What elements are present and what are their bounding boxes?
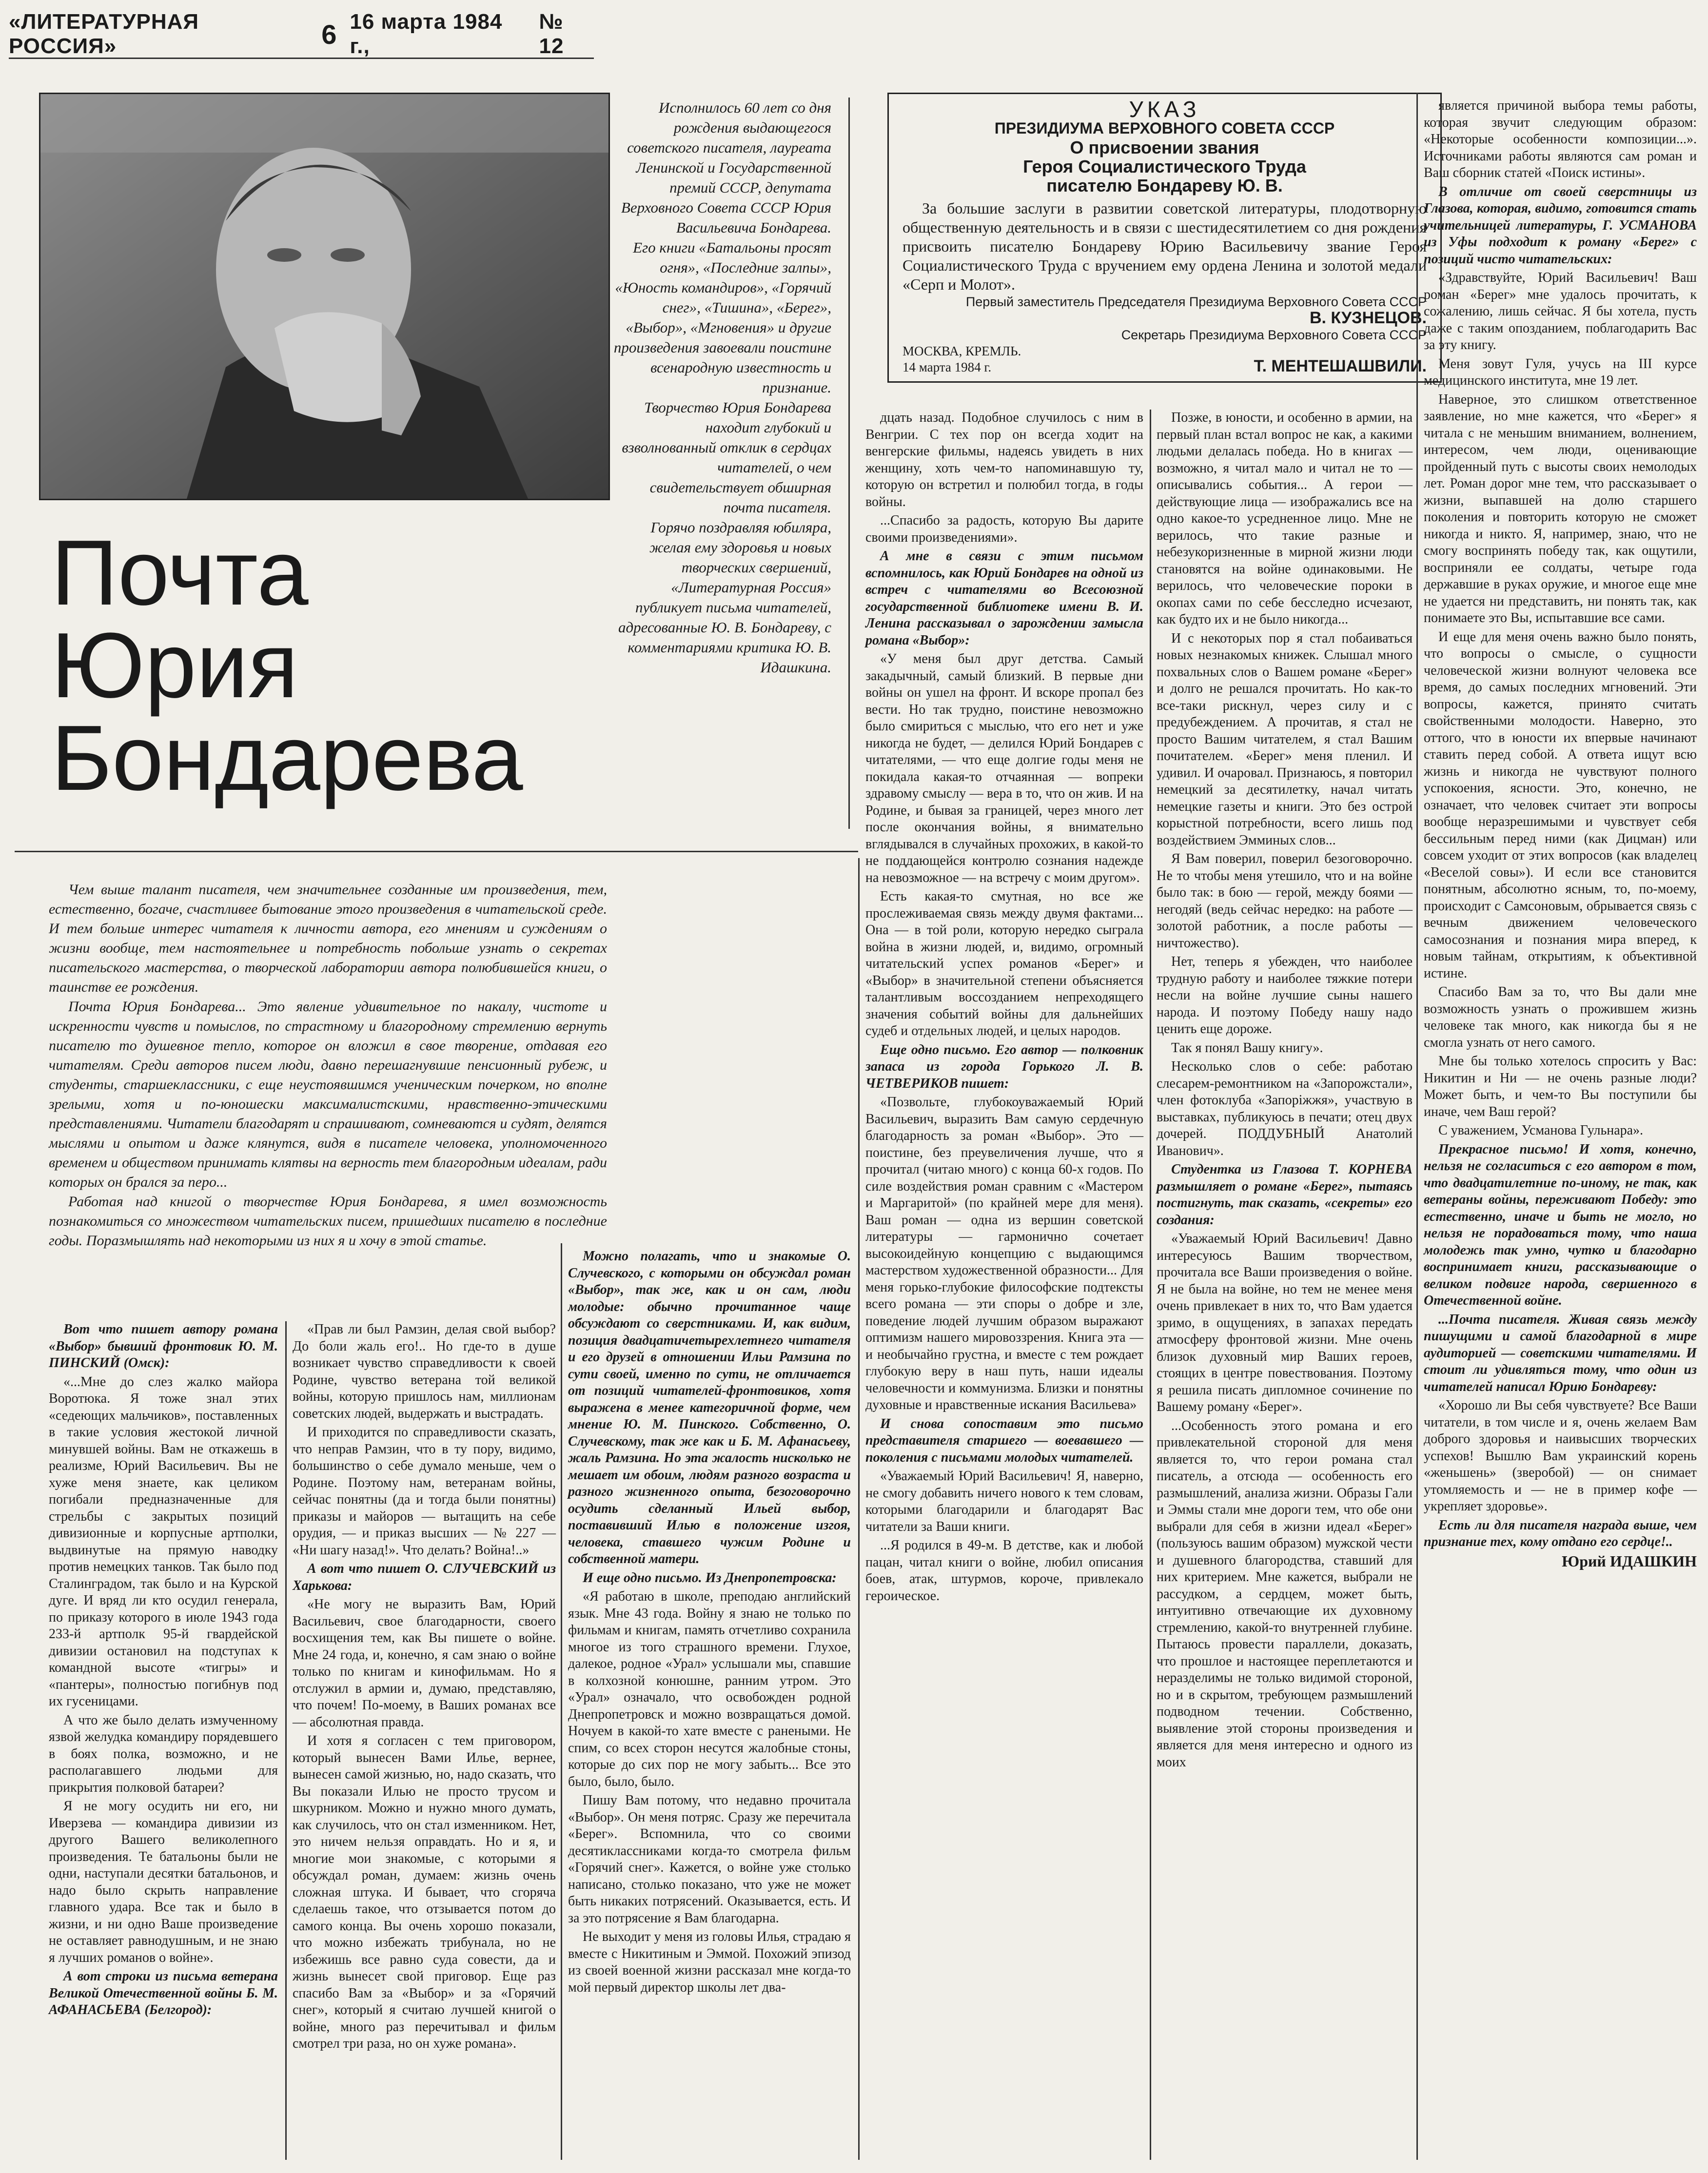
decree-signature-name: Т. МЕНТЕШАШВИЛИ. — [1254, 357, 1427, 375]
letter-paragraph: является причиной выбора темы работы, которая звучит следующим образом: «Некоторые особенности композиции...». Источниками работы являются сам роман и Ваш сборник статей «Поиск истины». — [1424, 98, 1697, 180]
critic-comment: Студентка из Глазова Т. КОРНЕВА размышляет о романе «Берег», пытаясь постигнуть, так сказать, «секреты» его создания: — [1157, 1162, 1413, 1228]
letter-paragraph: «Уважаемый Юрий Васильевич! Давно интересуюсь Вашим творчеством, прочитала все Ваши произведения о войне. Я не была на войне, но тем не менее меня очень привлекает в них то, что Вам удается зримо, в ощущениях, в запахах передать атмосферу фронтовой жизни. Мне очень близок духовный мир Ваших героев, стоящих в центре повествования. Поэтому я решила писать дипломное сочинение по Вашему роману «Берег». — [1157, 1231, 1413, 1414]
intro-paragraph: Его книги «Батальоны просят огня», «Последние залпы», «Юность командиров», «Горячий снег», «Тишина», «Берег», «Выбор», «Мгновения» и другие произведения завоевали поистине всенародную известность и признание. — [613, 239, 831, 396]
column-rule — [1416, 93, 1418, 2160]
decree-date: 14 марта 1984 г. — [903, 360, 992, 374]
decree-body: За большие заслуги в развитии советской литературы, плодотворную общественную деятельность и в связи с шестидесятилетием со дня рождения присвоить писателю Бондареву Юрию Васильевичу звание Героя Социалистического Труда с вручением ему ордена Ленина и золотой медали «Серп и Молот». — [903, 199, 1427, 293]
letter-paragraph: дцать назад. Подобное случилось с ним в Венгрии. С тех пор он всегда ходит на венгерские фильмы, надеясь увидеть в них женщину, хоть чем-то напоминавшую ту, которую он встретил и полюбил тогда, в годы войны. — [865, 410, 1143, 509]
critic-comment: В отличие от своей сверстницы из Глазова, которая, видимо, готовится стать учительницей литературы, Г. УСМАНОВА из Уфы подходит к роману «Берег» с позиций чисто читательских: — [1424, 184, 1697, 267]
intro-note — [612, 98, 831, 677]
column-5 — [1157, 410, 1413, 1773]
issue-number: № 12 — [539, 10, 564, 58]
decree-signature-role: Секретарь Президиума Верховного Совета СССР — [1121, 328, 1427, 342]
decree-signature-name: В. КУЗНЕЦОВ. — [1309, 309, 1427, 327]
letter-paragraph: «Здравствуйте, Юрий Васильевич! Ваш роман «Берег» мне удалось прочитать, к сожалению, лишь сейчас. Я бы хотела, пусть даже с таким опозданием, поблагодарить Вас за эту книгу. — [1424, 270, 1697, 352]
letter-paragraph: Я Вам поверил, поверил безоговорочно. Не то чтобы меня утешило, что и на войне было так: в бою — герой, между боями — негодяй (ведь сейчас нередко: на работе — золотой работник, а после работы — ничтожество). — [1157, 851, 1413, 951]
headline — [51, 521, 617, 810]
decree-subtitle: ПРЕЗИДИУМА ВЕРХОВНОГО СОВЕТА СССР — [994, 119, 1335, 137]
author-photo — [39, 93, 610, 500]
column-rule — [1150, 410, 1151, 2160]
lead-paragraph: Чем выше талант писателя, чем значительнее созданные им произведения, тем, естественно, богаче, счастливее бытование этого произведения в читательской среде. И тем больше интерес читателя к личности автора, его мнениям и суждениям о жизни вообще, тем настоятельнее и потребность побольше узнать о секретах писательского мастерства, о творческой лаборатории автора полюбившейся книги, о таинстве ее рождения. — [49, 881, 607, 995]
column-4 — [865, 410, 1143, 1606]
letter-paragraph: «Уважаемый Юрий Васильевич! Я, наверно, не смогу добавить ничего нового к тем словам, которыми благодарили и благодарят Вас читатели за Ваши книги. — [865, 1468, 1143, 1534]
letter-paragraph: Есть какая-то смутная, но все же прослеживаемая связь между двумя фактами... Она — в той роли, которую нередко сыграла война в жизни людей, и, видимо, огромный читательский успех романов «Берег» и «Выбор» в значительной степени объясняется талантливым воссозданием непреходящего значения событий войны для дальнейших судеб и отдельных людей, и целых народов. — [865, 889, 1143, 1038]
column-rule — [285, 1321, 287, 2160]
column-2 — [293, 1321, 556, 2055]
letter-paragraph: ...Особенность этого романа и его привлекательной стороной для меня является то, что герои романа стал писатель, а отсюда — особенность его размышлений, анализа жизни. Образы Гали и Эммы стали мне дороги тем, что обе они выбрали для себя в жизни идеал «Берег» (пользуюсь вашим образом) мужской чести и душевного благородства, ставший для них критерием. Мне кажется, выбрали не рассудком, а сердцем, может быть, интуитивно отвечающие их духовному стремлению, какой-то внутренней глубине. Пытаюсь провести параллели, доказать, что прошлое и настоящее переплетаются и неразделимы не только видимой стороной, но и в скрытом, требующем размышлений подводном течении. Собственно, выявление этой стороны произведения и является для меня интересно и одного из моих — [1157, 1418, 1413, 1770]
letter-intro: Еще одно письмо. Его автор — полковник запаса из города Горького Л. В. ЧЕТВЕРИКОВ пишет: — [865, 1042, 1143, 1091]
lead-paragraph: Почта Юрия Бондарева... Это явление удивительное по накалу, чистоте и искренности чувств и помыслов, по страстному и благородному стремлению вернуть писателю то душевное тепло, которое он вложил в свое творение, отдавая его читателям. Среди авторов писем люди, давно перешагнувшие пенсионный рубеж, и студенты, старшеклассники, с еще неустоявшимся ученическим почерком, но вполне зрелыми, хотя и по-юношески максималистскими, нравственно-этическими представлениями. Читатели благодарят и спрашивают, сомневаются и судят, делятся мыслями и опытом и даже клянутся, видя в писателе человека, уполномоченного временем и обществом принимать клятвы на верность тем благородным идеалам, ради которых он брался за перо... — [49, 998, 607, 1190]
letter-paragraph: Нет, теперь я убежден, что наиболее трудную работу и наиболее тяжкие потери несли на войне лучшие сыны нашего народа. И поэтому Победу нашу надо ценить еще дороже. — [1157, 954, 1413, 1037]
masthead-rule — [9, 58, 594, 59]
letter-paragraph: Так я понял Вашу книгу». — [1171, 1040, 1323, 1056]
letter-paragraph: Несколько слов о себе: работаю слесарем-ремонтником на «Запорожстали», член фотоклуба «Запорiжжя», участвую в выставках, публикуюсь в печати; отец двух дочерей. ПОДДУБНЫЙ Анатолий Иванович». — [1157, 1059, 1413, 1158]
critic-comment: И снова сопоставим это письмо представителя старшего — воевавшего — поколения с письмами молодых читателей. — [865, 1416, 1143, 1465]
letter-paragraph: ...Спасибо за радость, которую Вы дарите своими произведениями». — [865, 513, 1143, 545]
portrait-illustration — [40, 94, 609, 499]
critic-comment: Есть ли для писателя награда выше, чем признание тех, кому отдано его сердце!.. — [1424, 1517, 1697, 1549]
critic-comment: Можно полагать, что и знакомые О. Случевского, с которыми он обсуждал роман «Выбор», так же, как и он сам, люди молодые: обычно прочитанное чаще обсуждают со сверстниками. И, как видим, позиция двадцатичетырехлетнего читателя и его друзей в отношении Ильи Рамзина по сути своей, именно по сути, не отличается от позиций читателей-фронтовиков, хотя выражена в менее категоричной форме, чем мнение Ю. М. Пинского. Собственно, О. Случевскому, так же как и Б. М. Афанасьеву, жаль Рамзина. Но эта жалость нисколько не мешает им обоим, людям разного возраста и разного жизненного опыта, безоговорочно осудить сделанный Ильей выбор, поставивший Илью в положение изгоя, человека, ставшего чужим Родине и собственной матери. — [568, 1249, 851, 1566]
lead-paragraph: Работая над книгой о творчестве Юрия Бондарева, я имел возможность познакомиться со множеством читательских писем, пришедших писателю в последние годы. Поразмышлять над некоторыми из них я и хочу в этой статье. — [49, 1194, 607, 1249]
letter-paragraph: Меня зовут Гуля, учусь на III курсе медицинского института, мне 19 лет. — [1424, 356, 1697, 388]
letter-intro: А вот что пишет О. СЛУЧЕВСКИЙ из Харькова: — [293, 1561, 556, 1593]
letter-paragraph: «Я работаю в школе, преподаю английский язык. Мне 43 года. Войну я знаю не только по фильмам и книгам, память отчетливо сохранила многое из того страшного времени. Глухое, далекое, родное «Урал» услышали мы, спавшие в колхозной конюшне, ранним утром. Это «Урал» означало, что освобожден родной Днепропетровск и можно возвращаться домой. Ночуем в какой-то хате вместе с ранеными. Не спим, со всех сторон несутся жалобные стоны, которые до сих пор не могу забыть... Все это было, было, было. — [568, 1589, 851, 1789]
article-lead — [49, 880, 607, 1251]
decree-place: МОСКВА, КРЕМЛЬ. — [903, 344, 1021, 358]
letter-intro: Вот что пишет автору романа «Выбор» бывший фронтовик Ю. М. ПИНСКИЙ (Омск): — [49, 1322, 278, 1370]
intro-paragraph: Творчество Юрия Бондарева находит глубокий и взволнованный отклик в сердцах читателей, о чем свидетельствует обширная почта писателя. — [622, 399, 831, 516]
column-1 — [49, 1321, 278, 2021]
letter-paragraph: «Хорошо ли Вы себя чувствуете? Все Ваши читатели, в том числе и я, очень желаем Вам доброго здоровья и наивысших творческих успехов! Вышлю Вам украинский корень «женьшень» (зверобой) — он снимает утомляемость и — не в пример кофе — укрепляет здоровье». — [1424, 1398, 1697, 1514]
letter-paragraph: И хотя я согласен с тем приговором, который вынесен Вами Илье, вернее, вынесен самой жизнью, но, надо сказать, что Вы показали Илью не просто трусом и шкурником. Можно и нужно много думать, как случилось, что он стал изменником. Нет, это ничем нельзя оправдать. Но и я, и многие мои знакомые, с которыми я обсуждал роман, думаем: жизнь очень сложная штука. И бывает, что сгоряча сделаешь такое, что отзывается потом до самого конца. Вы очень хорошо показали, что можно избежать трибунала, но не избежишь все равно суда совести, да и жизнь вынесет свой приговор. Еще раз спасибо Вам за «Выбор» и за «Горячий снег», который я считаю лучшей книгой о войне, много раз перечитывал и фильм смотрел три раза, но он хуже романа». — [293, 1733, 556, 2051]
author-signature: Юрий ИДАШКИН — [1562, 1552, 1697, 1570]
letter-paragraph: Наверное, это слишком ответственное заявление, но мне кажется, что «Берег» я читала с не меньшим вниманием, волнением, интересом, чем люди, оценивающие пройденный путь с высоты своих немолодых лет. Роман дорог мне тем, что рассказывает о жизни, выпавшей на долю старшего поколения и повторить которую не сможет никогда и никто. Я, например, знаю, что не смогу воспринять победу так, как ощутили, восприняли ее солдаты, четыре года державшие в руках оружие, и многое еще мне не удается ни представить, ни понять так, как понимаете это Вы, испытавшие все сами. — [1424, 392, 1697, 626]
critic-comment: ...Почта писателя. Живая связь между пишущими и самой благодарной в мире аудиторией — советскими читателями. И стоит ли удивляться тому, что один из читателей написал Юрию Бондареву: — [1424, 1312, 1697, 1394]
decree-heading: Героя Социалистического Труда — [1023, 157, 1306, 176]
letter-paragraph: Не выходит у меня из головы Илья, страдаю я вместе с Никитиным и Эммой. Похожий эпизод из своей военной жизни рассказал мне когда-то мой первый директор школы лет два- — [568, 1929, 851, 1995]
newspaper-title: «ЛИТЕРАТУРНАЯ РОССИЯ» — [9, 10, 199, 58]
letter-paragraph: С уважением, Усманова Гульнара». — [1438, 1123, 1644, 1138]
column-rule — [561, 1243, 562, 2160]
column-rule — [858, 858, 860, 2160]
letter-paragraph: «Позвольте, глубокоуважаемый Юрий Васильевич, выразить Вам самую сердечную благодарность за роман «Выбор». Это — поистине, без преувеличения лучше, что я прочитал (читаю много) с конца 60-х годов. По силе воздействия роман сравним с «Мастером и Маргаритой» (по крайней мере для меня). Ваш роман — одна из вершин советской литературы — гармонично сочетает высокоидейную концепцию с выдающимся мастерством художественной образности... Для меня горько-глубокие философские подтексты всего романа — эти споры о добре и зле, поведение людей лучшим образом выражают оптимизм нашего мировоззрения. Книга эта — и необычайно грустна, и вместе с тем рождает глубокую веру в наш путь, наши идеалы человечности и коммунизма. Близки и понятны духовные и нравственные искания Васильева» — [865, 1095, 1143, 1412]
headline-line-3: Бондарева — [51, 706, 523, 810]
decree-title: УКАЗ — [1129, 97, 1200, 122]
letter-paragraph: И приходится по справедливости сказать, что неправ Рамзин, что в ту пору, видимо, большинство о себе думало меньше, чем о Родине. Поэтому нам, ветеранам войны, сейчас понятны (да и тогда были понятны) приказы и майоров — вытащить на себе орудия, — и приказ высших — № 227 — «Ни шагу назад!». Что делать? Война!..» — [293, 1425, 556, 1558]
critic-comment: А мне в связи с этим письмом вспомнилось, как Юрий Бондарев на одной из встреч с читателями во Всесоюзной государственной библиотеке имени В. И. Ленина рассказывал о зарождении замысла романа «Выбор»: — [865, 548, 1143, 648]
column-rule — [848, 98, 850, 829]
decree-signature-role: Первый заместитель Председателя Президиума Верховного Совета СССР — [965, 294, 1427, 309]
letter-paragraph: Позже, в юности, и особенно в армии, на первый план встал вопрос не как, а какими людьми делалась победа. Но в книгах — возможно, я читал мало и читал не то — описывались события... А герои — действующие лица — изображались все на одно какое-то усредненное лицо. Мне не верилось, что такие разные и небезукоризненные в мирной жизни люди становятся на войне одинаковыми. Не верилось, что человеческие пороки в окопах сами по себе бесследно исчезают, как будто их и не было никогда... — [1157, 410, 1413, 627]
column-6 — [1424, 98, 1697, 1569]
letter-paragraph: Мне бы только хотелось спросить у Вас: Никитин и Ни — не очень разные люди? Может быть, и чем-то Вы поступили бы иначе, чем Ваш герой? — [1424, 1054, 1697, 1119]
letter-paragraph: Спасибо Вам за то, что Вы дали мне возможность узнать о прожившем жизнь человеке так много, как никогда бы я не смогла узнать от него самого. — [1424, 984, 1697, 1050]
letter-paragraph: ...Я родился в 49-м. В детстве, как и любой пацан, читал книги о войне, любил описания боев, атак, штурмов, короче, привлекало героическое. — [865, 1538, 1143, 1604]
letter-paragraph: И еще для меня очень важно было понять, что вопросы о смысле, о сущности человеческой жизни волнуют человека все время, до самых последних мгновений. Эти вопросы, кажется, принято считать свойственными молодости. Наверно, это оттого, что в юности их впервые начинают ставить перед собой. А ответа ищут всю жизнь и никогда не чувствуют полного успокоения, ясности. Это, конечно, не означает, что человек считает эти вопросы вообще неразрешимыми и чувствует себя бессильным перед ними (как Дицман) или совсем уходит от этих вопросов (как владелец «Веселой совы»). И если все становится понятным, абсолютно ясным, то, по-моему, происходит с Самсоновым, обрывается связь с вечным движением человеческого самосознания и познания мира вперед, к новым тайнам, открытиям, к объективной истине. — [1424, 629, 1697, 981]
section-rule — [15, 851, 858, 852]
letter-paragraph: «У меня был друг детства. Самый закадычный, самый близкий. В первые дни войны он ушел на фронт. И вскоре пропал без вести. Но так трудно, поистине невозможно было смириться с мыслью, что его нет и уже никогда не будет, — делился Юрий Бондарев с читателями, — что еще долгие годы меня не покидала какая-то отчаянная — вопреки здравому смыслу — вера в то, что он жив. И на Родине, и бывая за границей, через много лет после окончания войны, я внимательно вглядывался в случайных прохожих, в какой-то не поддающейся контролю сознания надежде на невозможное — на встречу с моим другом». — [865, 651, 1143, 885]
intro-paragraph: Горячо поздравляя юбиляра, желая ему здоровья и новых творческих свершений, «Литературная Россия» публикует письма читателей, адресованные Ю. В. Бондареву, с комментариями критика Ю. В. Идашкина. — [618, 519, 831, 676]
letter-paragraph: Пишу Вам потому, что недавно прочитала «Выбор». Он меня потряс. Сразу же перечитала «Берег». Вспомнила, что со своими десятиклассниками когда-то смотрела фильм «Горячий снег». Кажется, о войне уже столько написано, столько показано, что уже не может быть никаких потрясений. Оказывается, есть. И за это потрясение я Вам благодарна. — [568, 1793, 851, 1926]
intro-paragraph: Исполнилось 60 лет со дня рождения выдающегося советского писателя, лауреата Ленинской и Государственной премий СССР, депутата Верховного Совета СССР Юрия Васильевича Бондарева. — [621, 99, 831, 236]
letter-paragraph: Я не могу осудить ни его, ни Иверзева — командира дивизии из другого Вашего великолепного произведения. Те батальоны были не одни, наступали десятки батальонов, и надо было скрыть направление главного удара. Все так и было в жизни, и ни одно Ваше произведение не оставляет равнодушным, и не знаю я лучших романов о войне». — [49, 1799, 278, 1965]
letter-paragraph: А что же было делать измученному язвой желудка командиру порядевшего в боях полка, возможно, и не располагавшего людьми для прикрытия полковой батареи? — [49, 1712, 278, 1795]
decree-box — [887, 93, 1442, 383]
letter-paragraph: «Прав ли был Рамзин, делая свой выбор? До боли жаль его!.. Но где-то в душе возникает чувство справедливости к своей Родине, чувство ветерана той великой войны, которую пришлось нам, миллионам советских людей, выдержать и выстрадать. — [293, 1322, 556, 1421]
letter-paragraph: И с некоторых пор я стал побаиваться новых незнакомых книжек. Слышал много похвальных слов о Вашем романе «Берег» и долго не решался прочитать. Но как-то все-таки рискнул, через силу и с предубеждением. А прочитав, я стал не просто Вашим читателем, я стал Вашим почитателем. «Берег» меня пленил. И удивил. И очаровал. Признаюсь, я повторил немецкий за десятилетку, начал читать немецкие газеты и книги. Это без острой корыстной потребности, всего лишь под воздействием Эмминых слов... — [1157, 630, 1413, 848]
letter-intro: А вот строки из письма ветерана Великой Отечественной войны Б. М. АФАНАСЬЕВА (Белгород): — [49, 1969, 278, 2017]
letter-paragraph: «Не могу не выразить Вам, Юрий Васильевич, свое благодарности, своего восхищения тем, как Вы пишете о войне. Мне 24 года, и, конечно, я сам знаю о войне только по книгам и кинофильмам. Но я отслужил в армии и, думаю, представляю, что почем! По-моему, в Ваших романах все — абсолютная правда. — [293, 1597, 556, 1730]
masthead — [9, 10, 594, 58]
decree-heading: О присвоении звания — [1070, 137, 1259, 157]
headline-line-2: Юрия — [51, 614, 298, 717]
letter-paragraph: «...Мне до слез жалко майора Воротюка. Я тоже знал этих «седеющих мальчиков», поставленных в такие условия жестокой личной минувшей войны. Вам не откажешь в реализме, Юрий Васильевич. Вы не хуже меня знаете, как целиком погибали предназначенные для стрельбы с закрытых позиций дивизионные и корпусные артполки, выдвинутые на прямую наводку против немецких танков. Так было под Сталинградом, так было и на Курской дуге. И вряд ли кто осудил генерала, по приказу которого в июле 1943 года 233-й артполк 95-й гвардейской дивизии остановил на подступах к командной высоте «тигры» и «пантеры», полностью погибнув под их гусеницами. — [49, 1374, 278, 1709]
column-3 — [568, 1248, 851, 1998]
decree-heading: писателю Бондареву Ю. В. — [1046, 176, 1283, 196]
headline-line-1: Почта — [51, 521, 309, 625]
critic-comment: Прекрасное письмо! И хотя, конечно, нельзя не согласиться с его автором в том, что двадцатилетние по-иному, не так, как ветераны войны, переживают Победу: это естественно, иначе и быть не могло, но нельзя не порадоваться тому, что наша молодежь так умно, чутко и благодарно воспринимает книги, рассказывающие о великом подвиге народа, свершенного в Отечественной войне. — [1424, 1141, 1697, 1308]
page-number: 6 — [321, 19, 337, 50]
letter-intro: И еще одно письмо. Из Днепропетровска: — [583, 1570, 837, 1586]
issue-date: 16 марта 1984 г., — [350, 10, 503, 58]
